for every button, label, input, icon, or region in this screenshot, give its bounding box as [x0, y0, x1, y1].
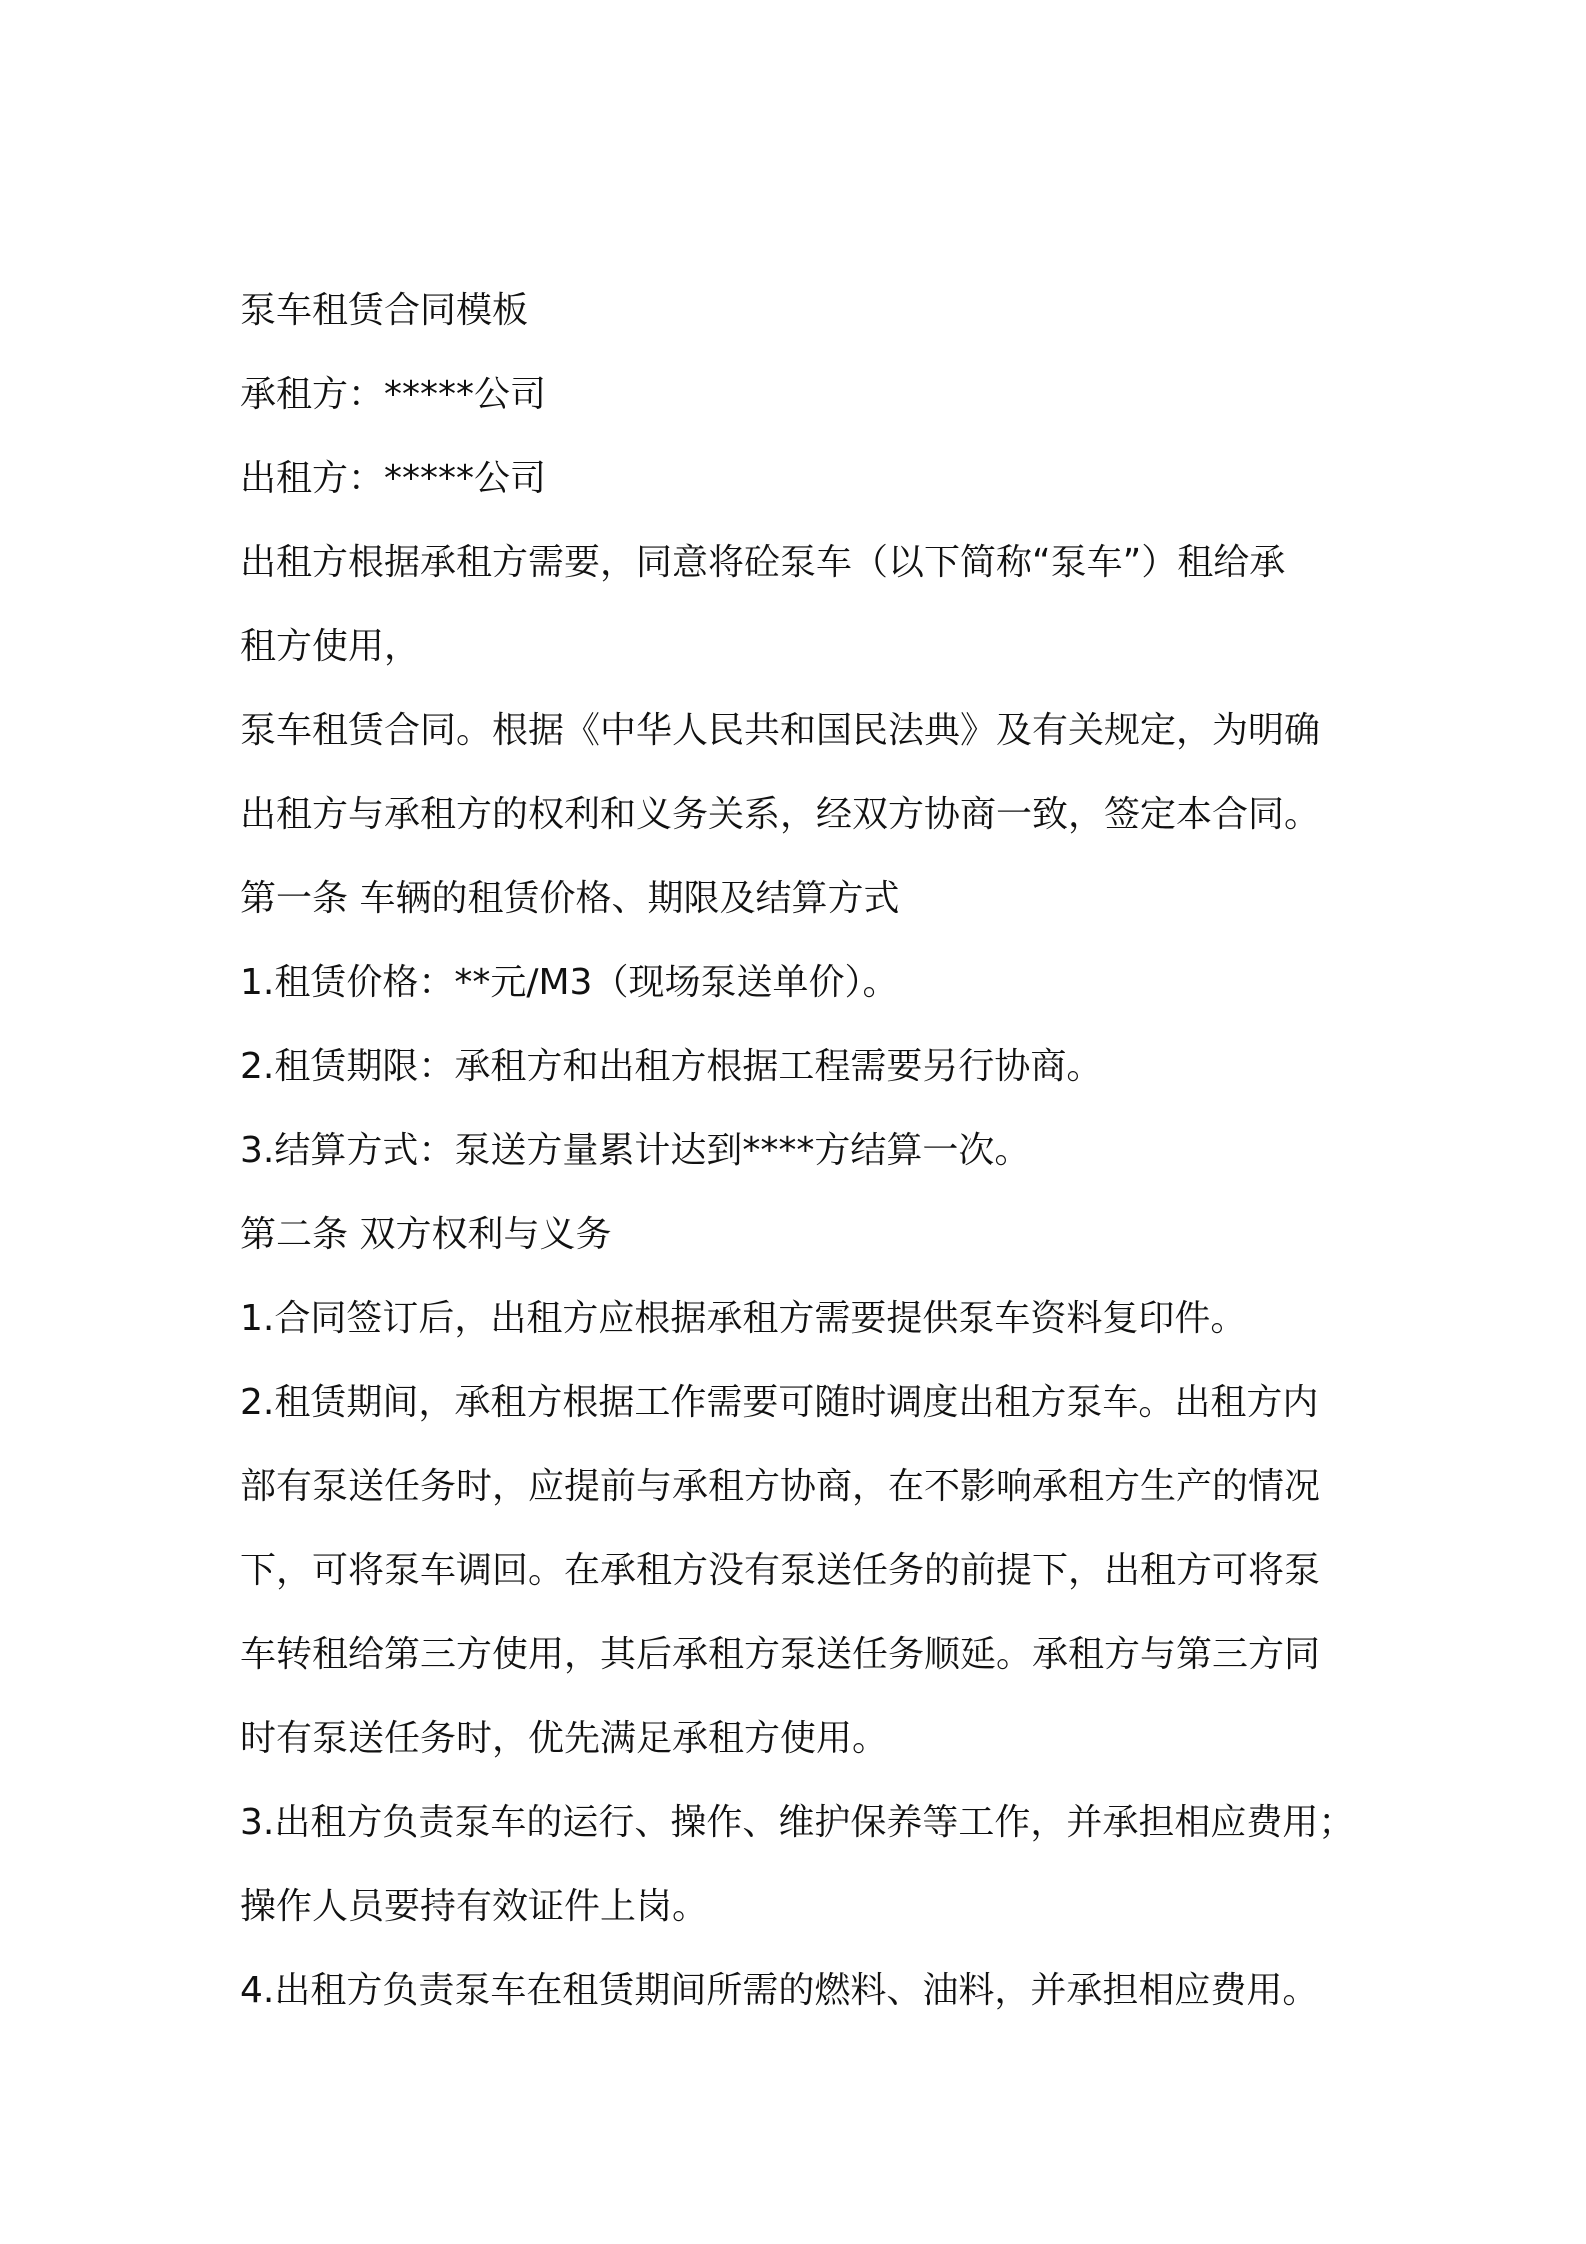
clause-line: 1.合同签订后，出租方应根据承租方需要提供泵车资料复印件。: [240, 1298, 1247, 1339]
clause-line: 车转租给第三方使用，其后承租方泵送任务顺延。承租方与第三方同: [240, 1634, 1321, 1675]
clause-line: 3.结算方式：泵送方量累计达到****方结算一次。: [240, 1130, 1031, 1171]
clause-line: 下，可将泵车调回。在承租方没有泵送任务的前提下，出租方可将泵: [240, 1550, 1321, 1591]
lessee-line: 承租方：*****公司: [240, 374, 547, 415]
article-heading-1: 第一条 车辆的租赁价格、期限及结算方式: [240, 878, 900, 919]
contract-text: [240, 269, 1355, 2033]
paragraph-line: 出租方根据承租方需要，同意将砼泵车（以下简称“泵车”）租给承: [240, 542, 1286, 583]
clause-line: 3.出租方负责泵车的运行、操作、维护保养等工作，并承担相应费用；: [240, 1802, 1355, 1843]
article-heading-2: 第二条 双方权利与义务: [240, 1214, 612, 1255]
clause-line: 2.租赁期间，承租方根据工作需要可随时调度出租方泵车。出租方内: [240, 1382, 1319, 1423]
clause-line: 4.出租方负责泵车在租赁期间所需的燃料、油料，并承担相应费用。: [240, 1970, 1319, 2011]
paragraph-line: 泵车租赁合同。根据《中华人民共和国民法典》及有关规定，为明确: [240, 710, 1321, 751]
lessor-line: 出租方：*****公司: [240, 458, 547, 499]
clause-line: 2.租赁期限：承租方和出租方根据工程需要另行协商。: [240, 1046, 1103, 1087]
document-title: 泵车租赁合同模板: [240, 290, 529, 331]
clause-line: 时有泵送任务时，优先满足承租方使用。: [240, 1718, 889, 1759]
clause-line: 1.租赁价格：**元/M3（现场泵送单价）。: [240, 962, 899, 1003]
clause-line: 操作人员要持有效证件上岗。: [240, 1886, 709, 1927]
paragraph-line: 出租方与承租方的权利和义务关系，经双方协商一致，签定本合同。: [240, 794, 1321, 835]
clause-line: 部有泵送任务时，应提前与承租方协商，在不影响承租方生产的情况: [240, 1466, 1321, 1507]
paragraph-line: 租方使用，: [240, 626, 421, 667]
